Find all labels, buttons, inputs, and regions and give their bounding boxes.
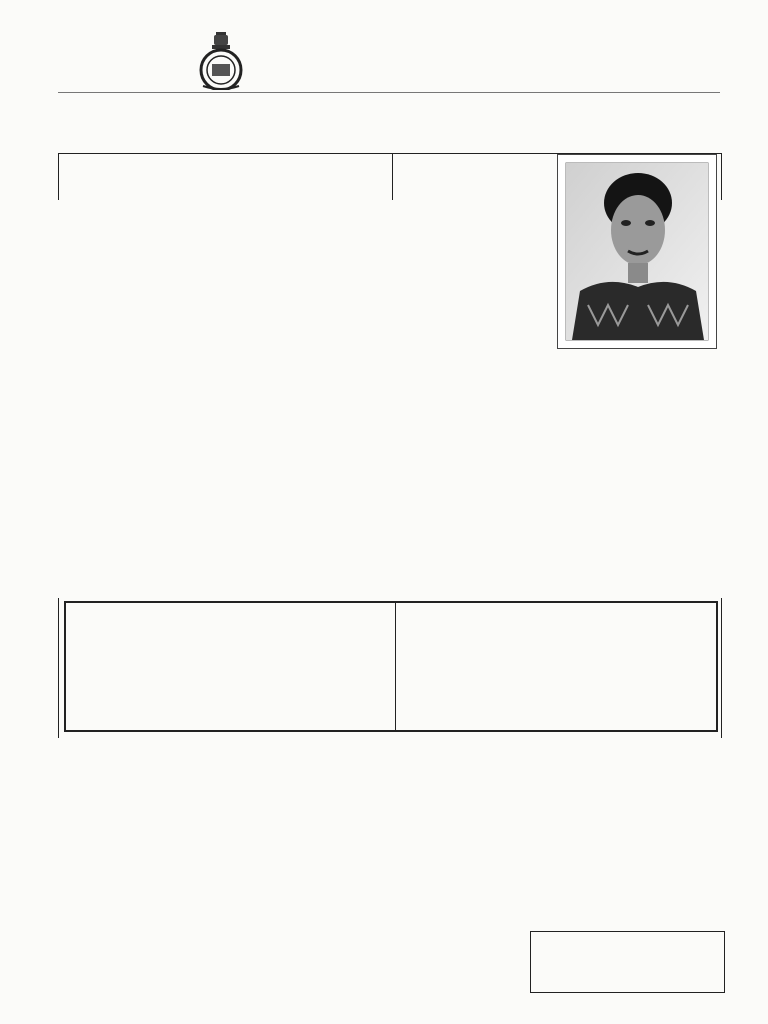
address-table <box>64 601 718 732</box>
permanent-address-title <box>396 603 717 731</box>
header-divider <box>58 92 720 93</box>
correspondence-address-title <box>66 603 396 731</box>
haryana-emblem-icon <box>195 30 247 90</box>
candidate-signature <box>531 932 724 992</box>
candidate-photo <box>557 154 717 349</box>
cet-id-cell <box>58 153 392 200</box>
page-header <box>195 28 615 94</box>
signature-box <box>530 931 725 993</box>
